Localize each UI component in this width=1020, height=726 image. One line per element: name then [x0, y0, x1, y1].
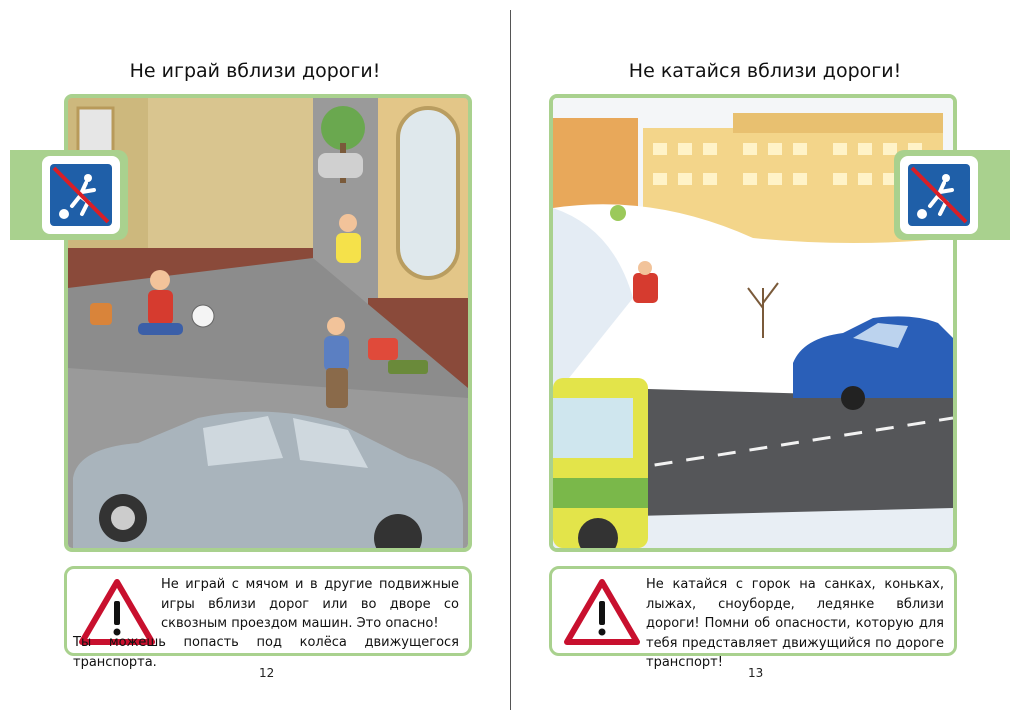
no-ball-games-sign-icon [900, 156, 978, 234]
road-sign [42, 156, 120, 234]
page-13 [510, 0, 1020, 726]
road-sign [900, 156, 978, 234]
sign-band [894, 150, 1010, 240]
warning-triangle-icon [564, 579, 640, 645]
sign-band [10, 150, 128, 240]
page-number: 13 [748, 666, 764, 680]
page-title: Не катайся вблизи дороги! [628, 60, 902, 82]
note-text: Не катайся с горок на санках, коньках, лыжах, сноуборде, ледянке вблизи дороги! Помни об опасности, которую для тебя представляет движущийся по дороге транспорт! [646, 577, 944, 670]
no-ball-games-sign-icon [42, 156, 120, 234]
page-title: Не играй вблизи дороги! [129, 60, 381, 82]
warning-note [549, 566, 957, 670]
note-text-last: Ты можешь попасть под колёса движущегося транспорта. [73, 635, 459, 670]
warning-note [64, 566, 472, 670]
note-text-main: Не играй с мячом и в другие подвижные игры вблизи дорог или во дворе со сквозным проездом машин. Это опасно! [161, 577, 459, 631]
page-number: 12 [259, 666, 275, 680]
